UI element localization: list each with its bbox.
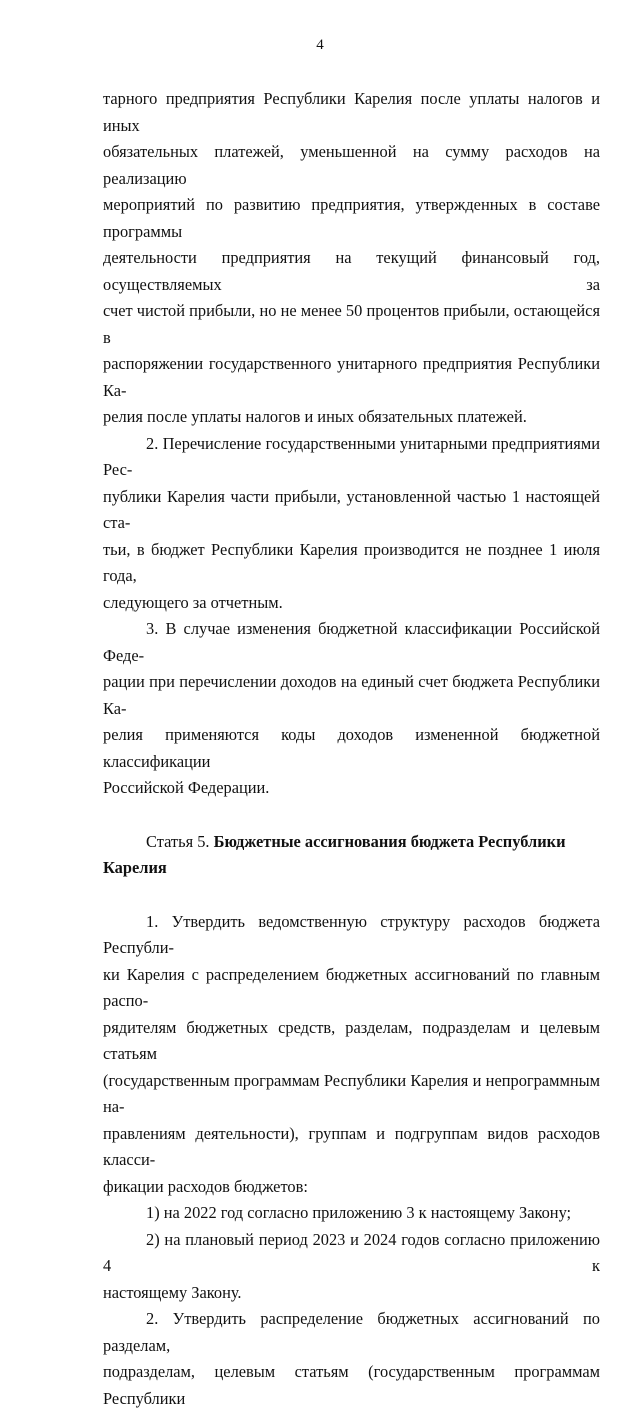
text-line: публики Карелия части прибыли, установленной частью 1 настоящей ста- (103, 484, 600, 537)
text-line: 1. Утвердить ведомственную структуру расходов бюджета Республи- (103, 909, 600, 962)
text-line: рядителям бюджетных средств, разделам, подразделам и целевым статьям (103, 1015, 600, 1068)
text-line: (государственным программам Республики Карелия и непрограммным на- (103, 1068, 600, 1121)
document-body (103, 86, 600, 1412)
text-line: фикации расходов бюджетов: (103, 1174, 600, 1201)
text-line: мероприятий по развитию предприятия, утвержденных в составе программы (103, 192, 600, 245)
text-line: тьи, в бюджет Республики Карелия производится не позднее 1 июля года, (103, 537, 600, 590)
text-line: Российской Федерации. (103, 775, 600, 802)
text-line: следующего за отчетным. (103, 590, 600, 617)
article-title: Бюджетные ассигнования бюджета Республики Карелия (103, 832, 566, 878)
text-line: ки Карелия с распределением бюджетных ассигнований по главным распо- (103, 962, 600, 1015)
text-line: 3. В случае изменения бюджетной классификации Российской Феде- (103, 616, 600, 669)
text-line: настоящему Закону. (103, 1280, 600, 1307)
text-line: правлениям деятельности), группам и подгруппам видов расходов класси- (103, 1121, 600, 1174)
text-line: подразделам, целевым статьям (государственным программам Республики (103, 1359, 600, 1412)
text-line: счет чистой прибыли, но не менее 50 процентов прибыли, остающейся в (103, 298, 600, 351)
text-line: 1) на 2022 год согласно приложению 3 к настоящему Закону; (103, 1200, 600, 1227)
article-number: Статья 5. (146, 832, 214, 851)
text-line: 2) на плановый период 2023 и 2024 годов согласно приложению 4 к (103, 1227, 600, 1280)
article-heading (103, 829, 600, 882)
text-line: релия применяются коды доходов измененной бюджетной классификации (103, 722, 600, 775)
text-line: 2. Утвердить распределение бюджетных ассигнований по разделам, (103, 1306, 600, 1359)
text-line: тарного предприятия Республики Карелия после уплаты налогов и иных (103, 86, 600, 139)
page-number: 4 (0, 36, 640, 54)
text-line: рации при перечислении доходов на единый счет бюджета Республики Ка- (103, 669, 600, 722)
text-line: деятельности предприятия на текущий финансовый год, осуществляемых за (103, 245, 600, 298)
text-line: 2. Перечисление государственными унитарными предприятиями Рес- (103, 431, 600, 484)
paragraphs-after-article (103, 909, 600, 1412)
text-line: обязательных платежей, уменьшенной на сумму расходов на реализацию (103, 139, 600, 192)
text-line: релия после уплаты налогов и иных обязательных платежей. (103, 404, 600, 431)
paragraphs-before-article (103, 86, 600, 802)
text-line: распоряжении государственного унитарного предприятия Республики Ка- (103, 351, 600, 404)
